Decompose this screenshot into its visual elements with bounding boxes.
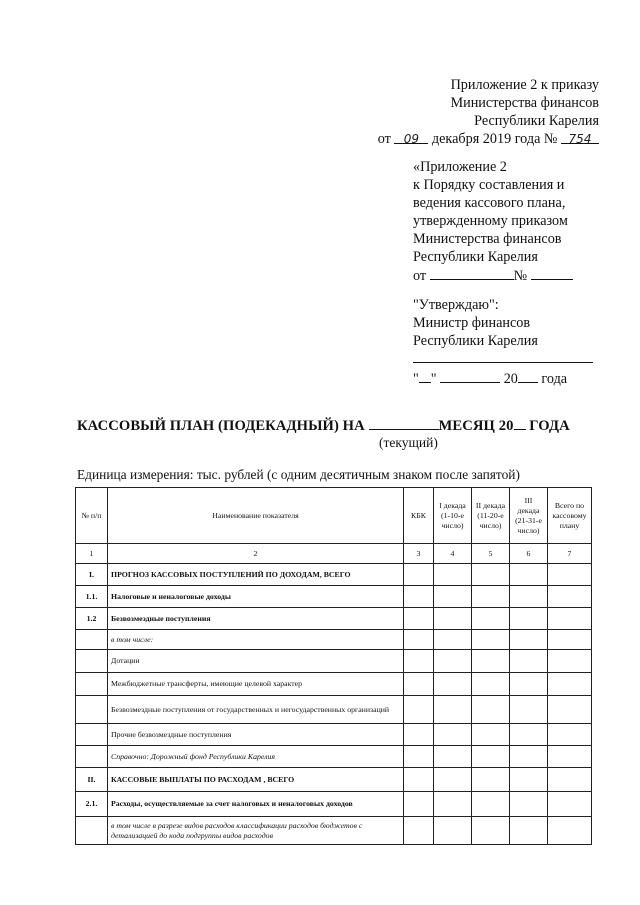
cell-d3	[510, 792, 548, 817]
cell-d1	[434, 724, 472, 746]
order-number: 754	[561, 130, 599, 144]
cell-kbk	[404, 746, 434, 768]
table-row	[76, 746, 592, 768]
cell-d2	[472, 586, 510, 608]
cell-kbk	[404, 724, 434, 746]
table-row	[76, 817, 592, 845]
cell-d3	[510, 696, 548, 724]
row-name: в том числе:	[108, 630, 404, 650]
table-row	[76, 696, 592, 724]
cell-d2	[472, 650, 510, 673]
row-name: КАССОВЫЕ ВЫПЛАТЫ ПО РАСХОДАМ , ВСЕГО	[108, 768, 404, 792]
cell-kbk	[404, 696, 434, 724]
approval-date-line	[413, 369, 593, 388]
procedure-line-2: к Порядку составления и	[413, 177, 565, 193]
table-row	[76, 724, 592, 746]
cell-d2	[472, 673, 510, 696]
cell-total	[548, 586, 592, 608]
row-num: I.	[76, 564, 108, 586]
order-date-rest: декабря 2019 года №	[431, 131, 558, 147]
cell-d1	[434, 768, 472, 792]
row-name: ПРОГНОЗ КАССОВЫХ ПОСТУПЛЕНИЙ ПО ДОХОДАМ, ВСЕГО	[108, 564, 404, 586]
cell-kbk	[404, 817, 434, 845]
order-date-prefix: от	[377, 131, 391, 147]
cell-kbk	[404, 768, 434, 792]
cell-d3	[510, 630, 548, 650]
table-row	[76, 673, 592, 696]
col-number: 6	[510, 544, 548, 564]
row-name: Расходы, осуществляемые за счет налоговых и неналоговых доходов	[108, 792, 404, 817]
procedure-date-blank	[430, 266, 514, 280]
cell-kbk	[404, 564, 434, 586]
row-name: Налоговые и неналоговые доходы	[108, 586, 404, 608]
cell-total	[548, 564, 592, 586]
table-row	[76, 768, 592, 792]
cell-d3	[510, 768, 548, 792]
cell-total	[548, 792, 592, 817]
procedure-line-1: «Приложение 2	[413, 159, 507, 175]
cell-d1	[434, 746, 472, 768]
row-name: в том числе в разрезе видов расходов классификации расходов бюджетов с детализацией до кода подгруппы видов расходов	[108, 817, 404, 845]
title-year-blank	[514, 417, 526, 430]
cell-d2	[472, 564, 510, 586]
header-kbk: КБК	[404, 488, 434, 544]
cell-d3	[510, 817, 548, 845]
approve-label: "Утверждаю":	[413, 297, 499, 313]
row-num: 1.2	[76, 608, 108, 630]
column-number-row	[76, 544, 592, 564]
title-part-3: ГОДА	[529, 418, 570, 434]
title-part-2: МЕСЯЦ 20	[438, 418, 514, 434]
row-name: Дотации	[108, 650, 404, 673]
year-suffix: года	[541, 371, 568, 387]
row-num	[76, 746, 108, 768]
cell-total	[548, 746, 592, 768]
row-name: Безвозмездные поступления	[108, 608, 404, 630]
procedure-line-5: Министерства финансов	[413, 231, 562, 247]
row-num	[76, 630, 108, 650]
cell-kbk	[404, 792, 434, 817]
cell-d2	[472, 630, 510, 650]
cell-kbk	[404, 673, 434, 696]
cell-d2	[472, 724, 510, 746]
header-num: № п/п	[76, 488, 108, 544]
col-number: 2	[108, 544, 404, 564]
quote-close: "	[430, 371, 437, 387]
cell-total	[548, 696, 592, 724]
cell-d1	[434, 564, 472, 586]
row-num	[76, 817, 108, 845]
row-name: Справочно: Дорожный фонд Республики Карелия	[108, 746, 404, 768]
cell-kbk	[404, 630, 434, 650]
header-decade-2: II декада (11-20-е число)	[472, 488, 510, 544]
approve-position-1: Министр финансов	[413, 315, 531, 331]
row-num	[76, 696, 108, 724]
row-num: II.	[76, 768, 108, 792]
table-header-row	[76, 488, 592, 544]
cell-d1	[434, 586, 472, 608]
table-row	[76, 650, 592, 673]
header-name: Наименование показателя	[108, 488, 404, 544]
cell-total	[548, 817, 592, 845]
cell-kbk	[404, 586, 434, 608]
row-num	[76, 673, 108, 696]
cell-d2	[472, 768, 510, 792]
cell-d2	[472, 746, 510, 768]
order-appendix-line2: Министерства финансов	[450, 95, 599, 111]
header-decade-1: I декада (1-10-е число)	[434, 488, 472, 544]
cell-d2	[472, 817, 510, 845]
cell-total	[548, 650, 592, 673]
cell-d3	[510, 724, 548, 746]
cell-d1	[434, 792, 472, 817]
order-date-line	[378, 130, 599, 148]
row-num: 2.1.	[76, 792, 108, 817]
day-blank	[419, 369, 431, 383]
cell-d1	[434, 608, 472, 630]
cell-d1	[434, 696, 472, 724]
cell-kbk	[404, 608, 434, 630]
order-date-day: 09	[394, 130, 428, 144]
month-blank	[440, 369, 500, 383]
cell-d1	[434, 673, 472, 696]
cell-total	[548, 768, 592, 792]
table-row	[76, 630, 592, 650]
col-number: 5	[472, 544, 510, 564]
procedure-date-line	[413, 266, 573, 285]
cell-d3	[510, 673, 548, 696]
row-num	[76, 650, 108, 673]
header-decade-3: III декада (21-31-е число)	[510, 488, 548, 544]
cell-d3	[510, 650, 548, 673]
cash-plan-table	[75, 487, 592, 845]
cell-d2	[472, 792, 510, 817]
procedure-line-3: ведения кассового плана,	[413, 195, 566, 211]
row-name: Прочие безвозмездные поступления	[108, 724, 404, 746]
table-row	[76, 564, 592, 586]
title-part-1: КАССОВЫЙ ПЛАН (ПОДЕКАДНЫЙ) НА	[77, 418, 365, 434]
cell-d1	[434, 630, 472, 650]
cell-total	[548, 673, 592, 696]
order-appendix	[378, 76, 599, 148]
table-row	[76, 792, 592, 817]
col-number: 1	[76, 544, 108, 564]
year-prefix: 20	[503, 371, 518, 387]
approval-block	[413, 296, 593, 388]
procedure-appendix	[413, 158, 573, 285]
header-total: Всего по кассовому плану	[548, 488, 592, 544]
cell-total	[548, 608, 592, 630]
cell-total	[548, 724, 592, 746]
cell-d3	[510, 586, 548, 608]
cell-d3	[510, 746, 548, 768]
cell-d2	[472, 608, 510, 630]
cell-d2	[472, 696, 510, 724]
row-num	[76, 724, 108, 746]
col-number: 7	[548, 544, 592, 564]
procedure-number-blank	[531, 266, 573, 280]
cell-d3	[510, 564, 548, 586]
year-blank	[518, 369, 538, 383]
cell-d3	[510, 608, 548, 630]
table-row	[76, 608, 592, 630]
col-number: 3	[404, 544, 434, 564]
plan-title	[77, 417, 570, 435]
cell-d1	[434, 650, 472, 673]
order-appendix-line1: Приложение 2 к приказу	[450, 77, 599, 93]
row-num: 1.1.	[76, 586, 108, 608]
cell-d1	[434, 817, 472, 845]
procedure-number-label: №	[513, 268, 528, 284]
procedure-line-6: Республики Карелия	[413, 249, 538, 265]
procedure-line-4: утвержденному приказом	[413, 213, 568, 229]
title-month-blank	[369, 417, 439, 430]
signature-line	[413, 350, 593, 363]
table-row	[76, 586, 592, 608]
quote-open: "	[413, 371, 419, 387]
row-name: Межбюджетные трансферты, имеющие целевой характер	[108, 673, 404, 696]
order-appendix-line3: Республики Карелия	[474, 113, 599, 129]
cell-kbk	[404, 650, 434, 673]
row-name: Безвозмездные поступления от государственных и негосударственных организаций	[108, 696, 404, 724]
col-number: 4	[434, 544, 472, 564]
procedure-from-label: от	[413, 268, 427, 284]
unit-note: Единица измерения: тыс. рублей (с одним десятичным знаком после запятой)	[77, 467, 520, 482]
cell-total	[548, 630, 592, 650]
approve-position-2: Республики Карелия	[413, 333, 538, 349]
plan-subtitle: (текущий)	[379, 435, 438, 450]
